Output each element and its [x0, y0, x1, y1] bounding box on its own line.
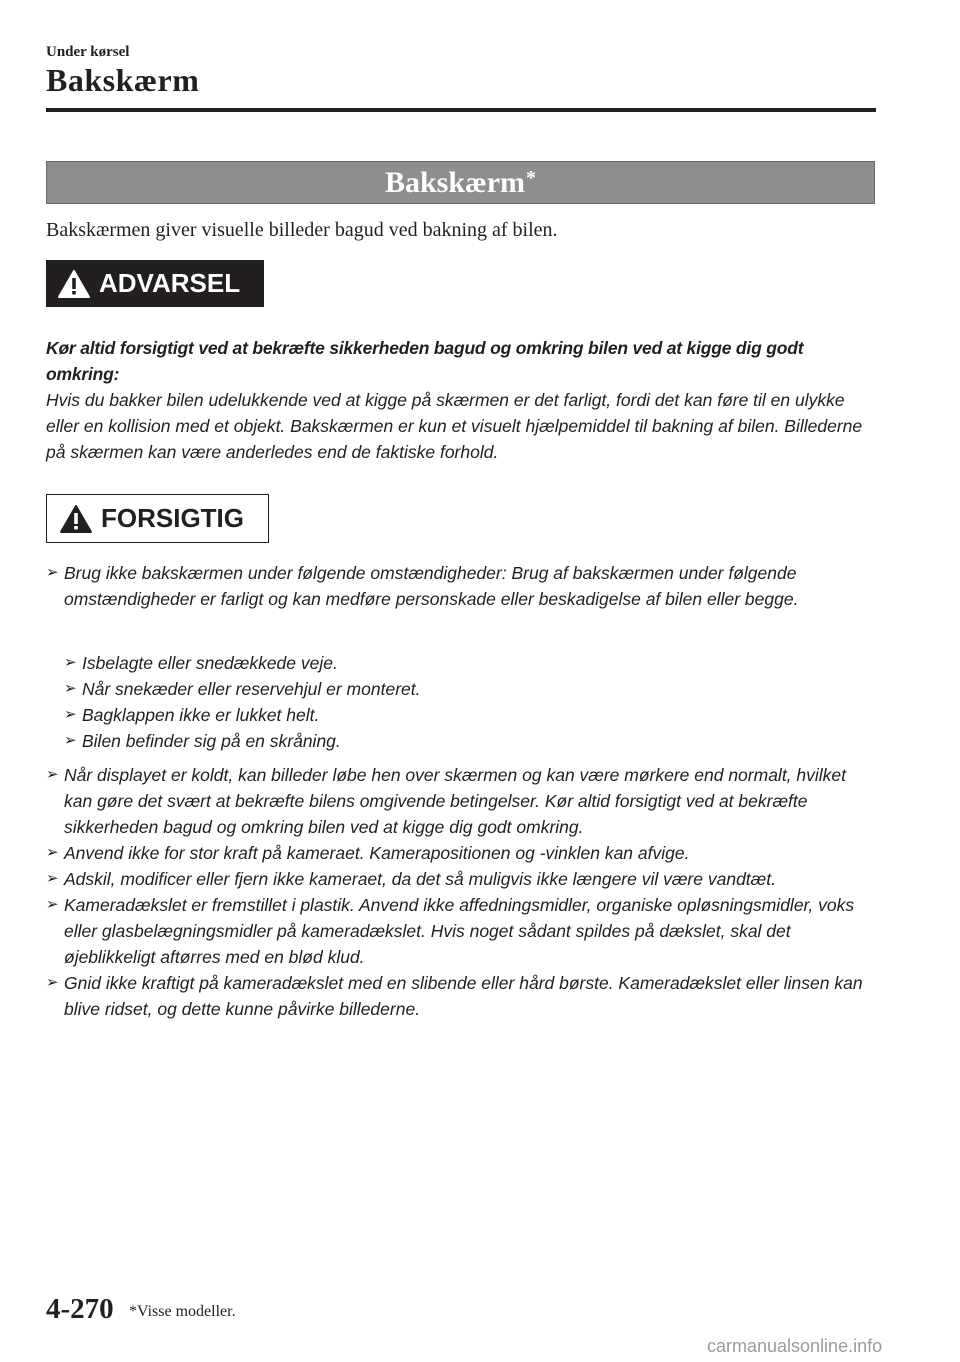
- list-item: [46, 970, 878, 1022]
- sub-list-item: [64, 728, 874, 754]
- warning-text: Hvis du bakker bilen udelukkende ved at kigge på skærmen er det farligt, fordi det kan føre til en ulykke eller en kollision med et objekt. Bakskærmen er kun et visuelt hjælpemiddel til bakning af bilen. Billederne på skærmen kan være anderledes end de faktiske forhold.: [46, 390, 863, 462]
- intro-text: Bakskærmen giver visuelle billeder bagud ved bakning af bilen.: [46, 219, 558, 241]
- caution-list: [46, 762, 878, 1022]
- sub-list-item: [64, 676, 874, 702]
- bullet-arrow-icon: ➢: [46, 766, 59, 783]
- sub-list-item-text: Bagklappen ikke er lukket helt.: [82, 705, 320, 725]
- sub-list-item: [64, 702, 874, 728]
- footnote-mark: *: [526, 167, 537, 189]
- caution-list-intro: [46, 560, 878, 612]
- section-header: [46, 161, 875, 204]
- list-item: [46, 892, 878, 970]
- section-title: Bakskærm: [384, 165, 526, 199]
- list-item: [46, 866, 878, 892]
- bullet-arrow-icon: ➢: [64, 732, 77, 749]
- warning-triangle-icon: [57, 269, 91, 299]
- warning-label-text: ADVARSEL: [99, 268, 241, 298]
- list-item-text: Når displayet er koldt, kan billeder løbe hen over skærmen og kan være mørkere end normalt, hvilket kan gøre det svært at bekræfte bilens omgivende betingelser. Kør altid forsigtigt ved at bekræfte sikkerheden bagud og omkring bilen ved at kigge dig godt omkring.: [64, 765, 847, 837]
- caution-triangle-icon: [59, 504, 93, 534]
- list-item: [46, 840, 878, 866]
- bullet-arrow-icon: ➢: [64, 654, 77, 671]
- bullet-arrow-icon: ➢: [64, 706, 77, 723]
- list-item-text: Anvend ikke for stor kraft på kameraet. Kamerapositionen og -vinklen kan afvige.: [64, 843, 690, 863]
- sub-list-item-text: Når snekæder eller reservehjul er monteret.: [82, 679, 421, 699]
- sub-list-item: [64, 650, 874, 676]
- caution-sublist: [64, 650, 874, 754]
- list-item-text: Adskil, modificer eller fjern ikke kameraet, da det så muligvis ikke længere vil være vandtæt.: [64, 869, 776, 889]
- warning-label: [46, 260, 264, 307]
- bullet-arrow-icon: ➢: [46, 844, 59, 861]
- bullet-arrow-icon: ➢: [46, 896, 59, 913]
- list-item-text: Brug ikke bakskærmen under følgende omstændigheder: Brug af bakskærmen under følgende omstændigheder er farligt og kan medføre personskade eller beskadigelse af bilen eller begge.: [64, 563, 799, 609]
- footnote: *Visse modeller.: [129, 1303, 236, 1320]
- bullet-arrow-icon: ➢: [46, 564, 59, 581]
- sub-list-item-text: Bilen befinder sig på en skråning.: [82, 731, 341, 751]
- warning-heading: Kør altid forsigtigt ved at bekræfte sikkerheden bagud og omkring bilen ved at kigge dig godt omkring:: [46, 338, 804, 384]
- sub-list-item-text: Isbelagte eller snedækkede veje.: [82, 653, 338, 673]
- caution-label-text: FORSIGTIG: [101, 503, 244, 533]
- bullet-arrow-icon: ➢: [64, 680, 77, 697]
- list-item: [46, 762, 878, 840]
- list-item-text: Gnid ikke kraftigt på kameradækslet med en slibende eller hård børste. Kameradækslet eller linsen kan blive ridset, og dette kunne påvirke billederne.: [64, 973, 863, 1019]
- chapter-title: Under kørsel: [46, 44, 130, 60]
- caution-label: [46, 494, 269, 543]
- title-divider: [46, 108, 876, 112]
- page-title: Bakskærm: [46, 62, 200, 98]
- page-number: 4-270: [46, 1293, 114, 1325]
- bullet-arrow-icon: ➢: [46, 974, 59, 991]
- list-item-text: Kameradækslet er fremstillet i plastik. Anvend ikke affedningsmidler, organiske opløsningsmidler, voks eller glasbelægningsmidler på kameradækslet. Hvis noget sådant spildes på dækslet, skal det øjeblikkeligt aftørres med en blød klud.: [64, 895, 855, 967]
- bullet-arrow-icon: ➢: [46, 870, 59, 887]
- list-item: [46, 560, 878, 612]
- watermark: carmanualsonline.info: [707, 1336, 883, 1356]
